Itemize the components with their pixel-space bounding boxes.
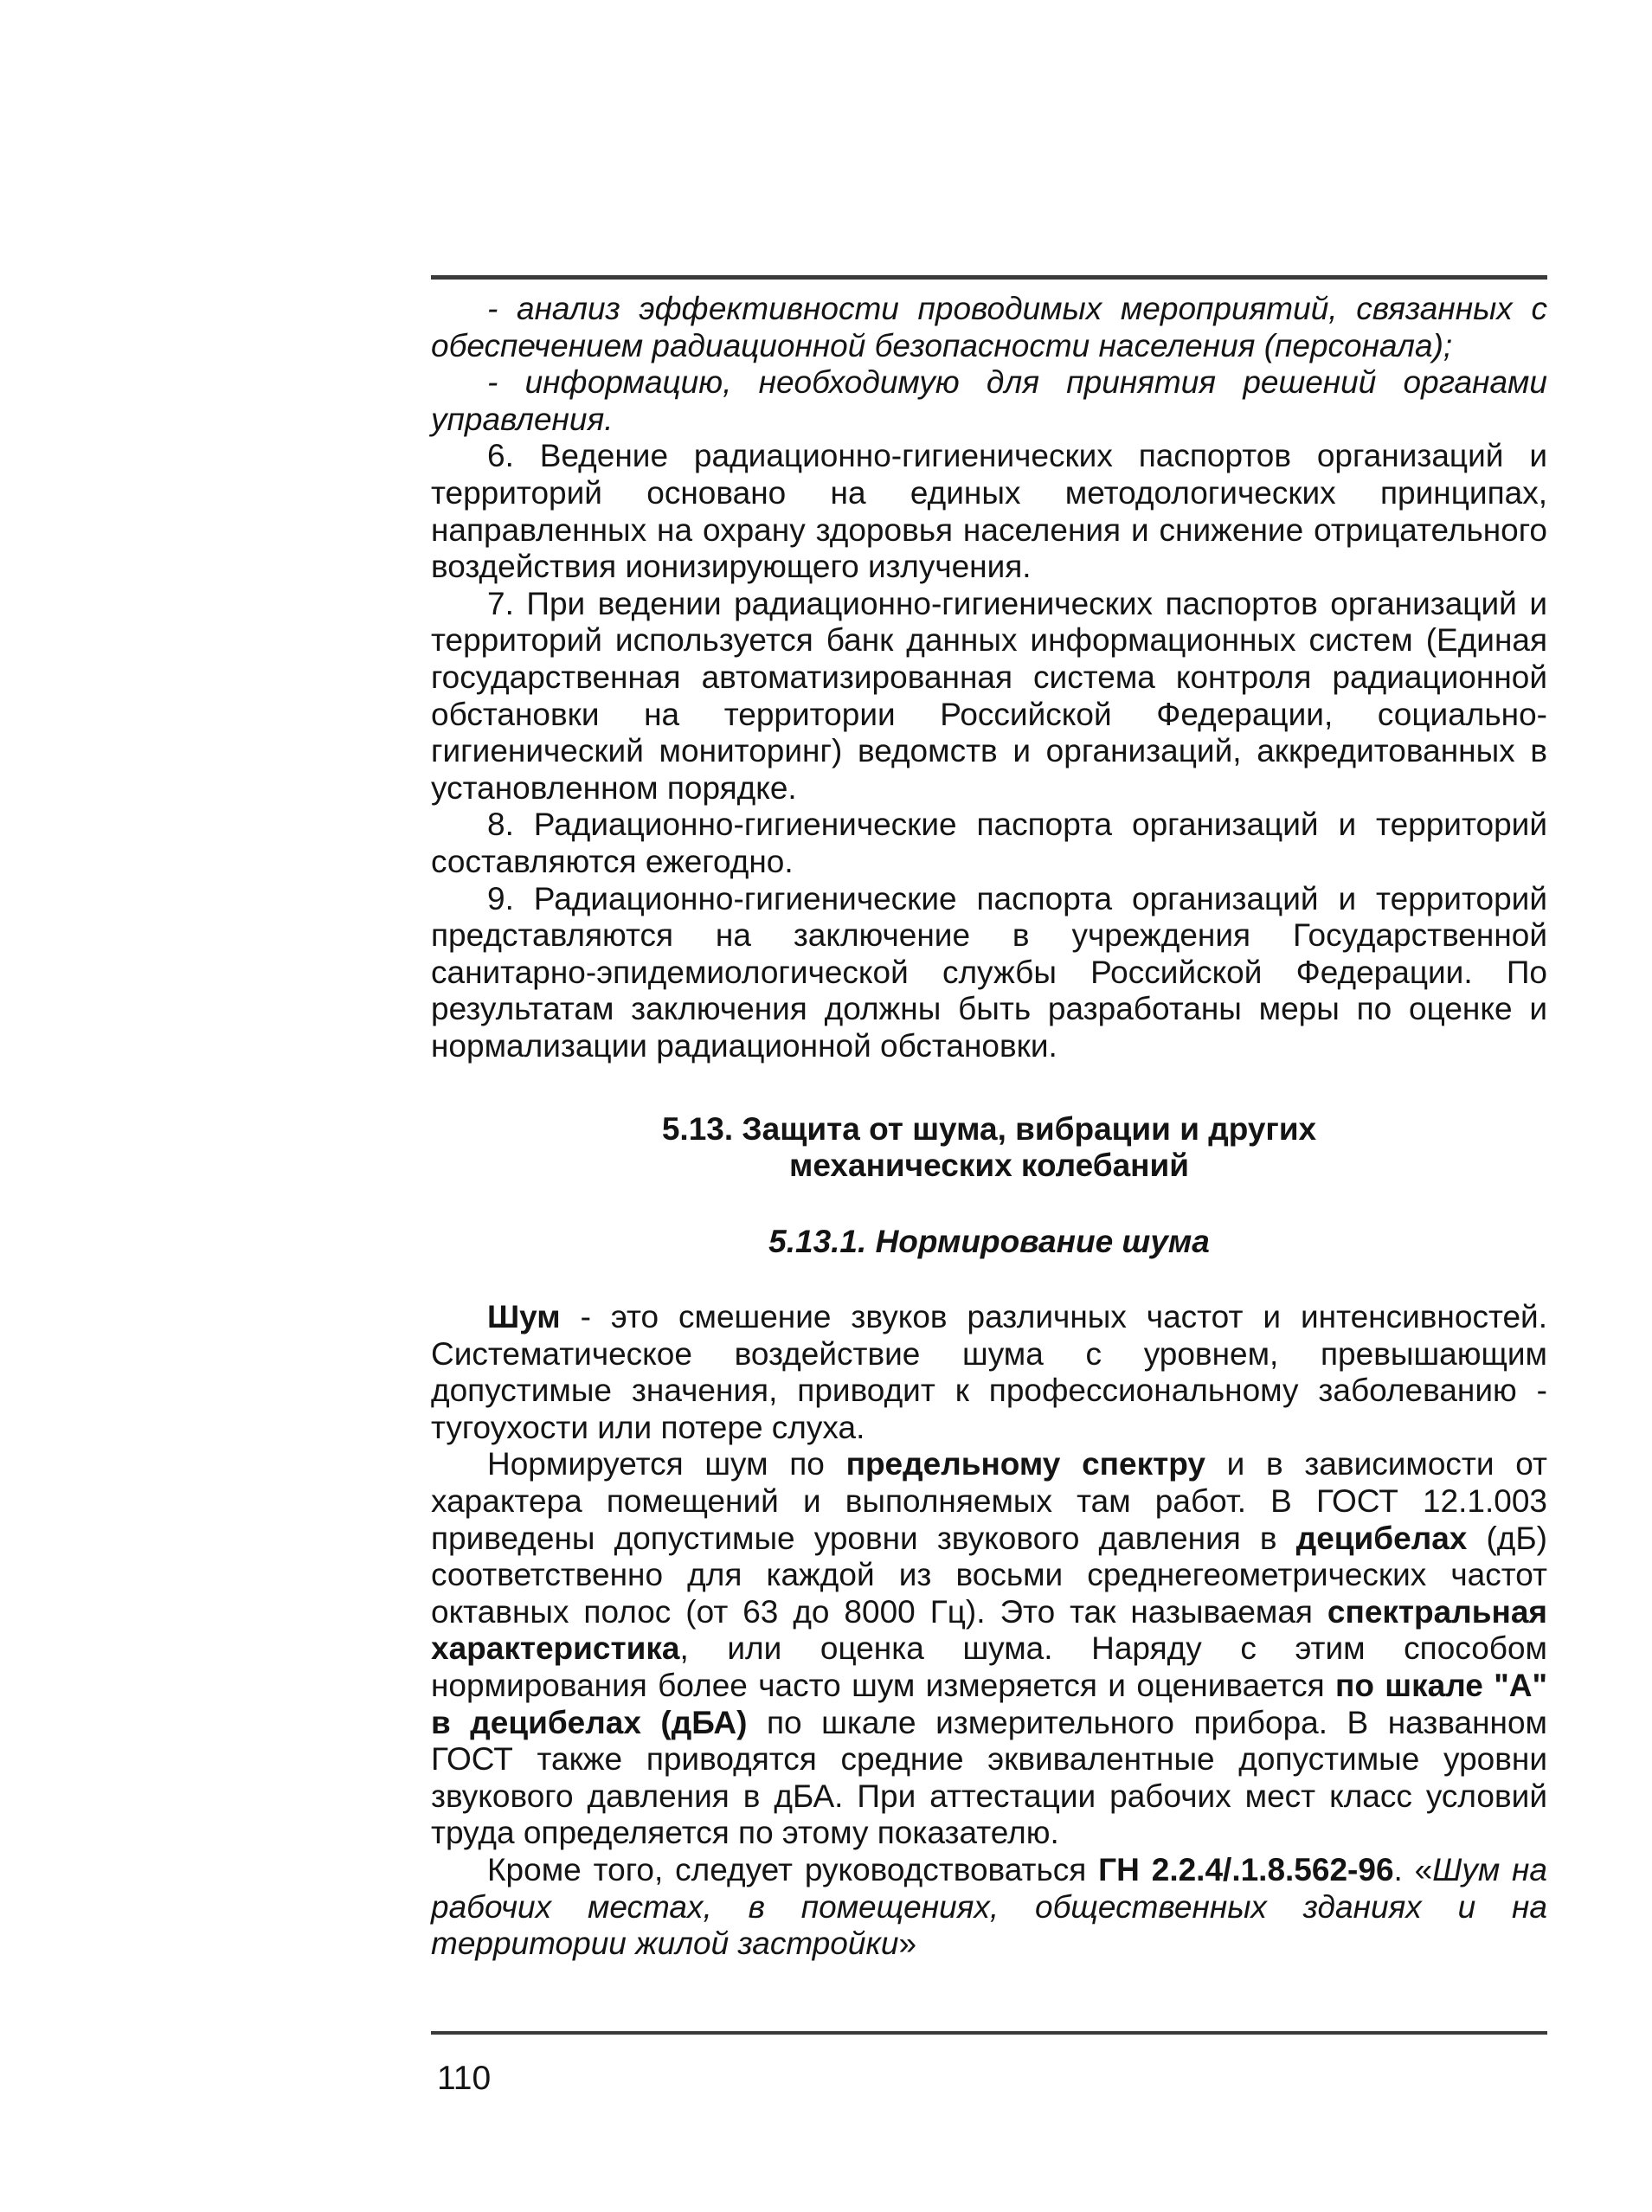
noise-definition-text: - это смешение звуков различных частот и интенсивностей. Систематическое воздействие шума с уровнем, превышающим допустимые значения, приводит к профессиональному заболеванию - тугоухости или потере слуха. (431, 1299, 1547, 1445)
paragraph-6: 6. Ведение радиационно-гигиенических паспортов организаций и территорий основано на единых методологических принципах, направленных на охрану здоровья населения и снижение отрицательного воздействия ионизирующего излучения. (431, 438, 1547, 585)
list-item: - информацию, необходимую для принятия решений органами управления. (431, 364, 1547, 437)
bottom-rule (431, 2031, 1547, 2035)
term-decibels: децибелах (1295, 1520, 1468, 1556)
noise-definition (431, 1299, 1547, 1446)
page-number: 110 (437, 2060, 492, 2097)
paragraph-7: 7. При ведении радиационно-гигиенических паспортов организаций и территорий используется банк данных информационных систем (Единая государственная автоматизированная система контроля радиационной обстановки на территории Российской Федерации, социально-гигиенический мониторинг) ведомств и организаций, аккредитованных в установленном порядке. (431, 585, 1547, 806)
text-run: и в зависимости от характера помещений и выполняемых там работ. В ГОСТ 12.1.003 приведены допустимые уровни звукового давления в (431, 1446, 1547, 1556)
top-rule (431, 275, 1547, 280)
text-run: Кроме того, следует руководствоваться (487, 1851, 1099, 1887)
section-heading (431, 1111, 1547, 1184)
term-dba-scale: по шкале "А" в децибелах (дБА) (431, 1668, 1548, 1740)
term-limit-spectrum: предельному спектру (845, 1446, 1205, 1482)
subsection-heading: 5.13.1. Нормирование шума (768, 1224, 1210, 1260)
regulation-title: Шум на рабочих местах, в помещениях, общественных зданиях и на территории жилой застройки (431, 1851, 1548, 1962)
text-run: Нормируется шум по (487, 1446, 846, 1482)
section-heading-line1: 5.13. Защита от шума, вибрации и других (661, 1111, 1317, 1148)
term-noise: Шум (487, 1299, 561, 1335)
text-run: » (898, 1926, 917, 1962)
paragraph-9: 9. Радиационно-гигиенические паспорта организаций и территорий представляются на заключение в учреждения Государственной санитарно-эпидемиологической службы Российской Федерации. По результатам заключения должны быть разработаны меры по оценке и нормализации радиационной обстановки. (431, 880, 1547, 1064)
paragraph-8: 8. Радиационно-гигиенические паспорта организаций и территорий составляются ежегодно. (431, 807, 1547, 879)
section-heading-line2: механических колебаний (788, 1148, 1190, 1184)
regulation-code: ГН 2.2.4/.1.8.562-96 (1098, 1851, 1394, 1887)
page-text (431, 291, 1547, 1963)
list-item: - анализ эффективности проводимых мероприятий, связанных с обеспечением радиационной безопасности населения (персонала); (431, 291, 1547, 363)
regulation-paragraph (431, 1852, 1547, 1963)
text-run: . « (1393, 1851, 1433, 1887)
term-spectral-characteristic: спектральная характеристика (431, 1593, 1547, 1667)
text-run: (дБ) соответственно для каждой из восьми среднегеометрических частот октавных полос (от 63 до 8000 Гц). Это так называемая (431, 1520, 1547, 1630)
noise-norms-paragraph (431, 1446, 1547, 1852)
text-run: , или оценка шума. Наряду с этим способом нормирования более часто шум измеряется и оценивается (431, 1630, 1547, 1703)
text-run: по шкале измерительного прибора. В названном ГОСТ также приводятся средние эквивалентные допустимые уровни звукового давления в дБА. При аттестации рабочих мест класс условий труда определяется по этому показателю. (431, 1704, 1547, 1851)
